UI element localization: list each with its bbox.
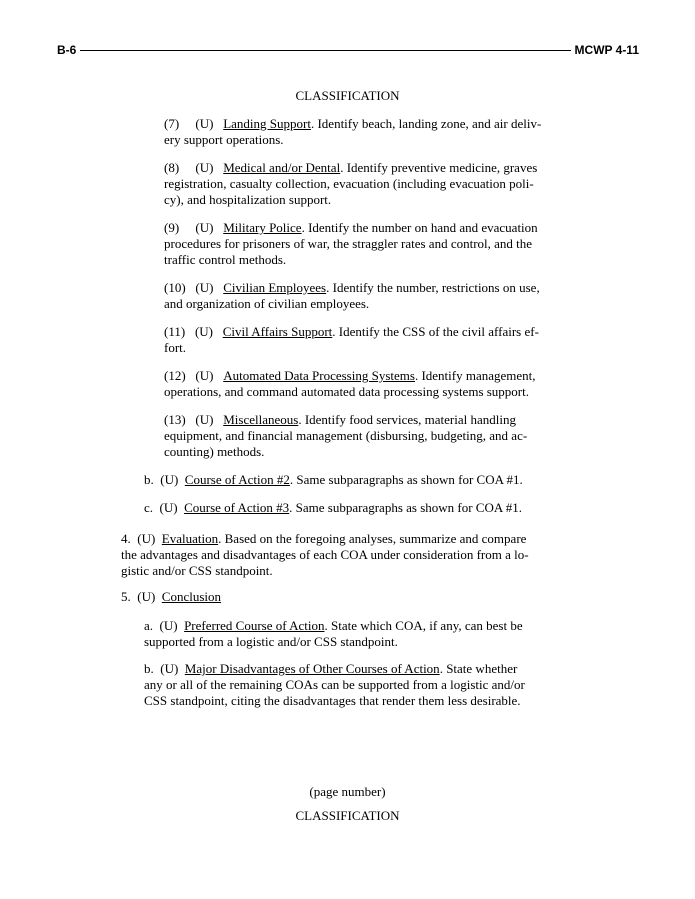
publication-id: MCWP 4-11 xyxy=(574,43,639,57)
coa-c-title: Course of Action #3 xyxy=(184,500,290,515)
item-13-title: Miscellaneous xyxy=(223,412,299,427)
coa-b-title: Course of Action #2 xyxy=(184,472,290,487)
item-9-title: Military Police xyxy=(223,220,302,235)
item-10: (10) (U) Civilian Employees. Identify the number, restrictions on use, and organization of civilian employees. xyxy=(164,280,540,311)
conclusion-b-title: Major Disadvantages of Other Courses of Action xyxy=(184,661,440,676)
conclusion-heading: 5. (U) Conclusion xyxy=(121,589,222,604)
item-8: (8) (U) Medical and/or Dental. Identify preventive medicine, graves registration, casualty collection, evacuation (including evacuation poli- cy), and hospitalization support. xyxy=(164,160,538,207)
item-7: (7) (U) Landing Support. Identify beach, landing zone, and air deliv- ery support operations. xyxy=(164,116,542,147)
item-12-title: Automated Data Processing Systems xyxy=(223,368,415,383)
conclusion-title: Conclusion xyxy=(161,589,222,604)
item-10-title: Civilian Employees xyxy=(223,280,327,295)
page-number: (page number) xyxy=(309,784,386,799)
conclusion-a-title: Preferred Course of Action xyxy=(184,618,325,633)
item-13: (13) (U) Miscellaneous. Identify food services, material handling equipment, and financial management (disbursing, budgeting, and ac- counting) methods. xyxy=(164,412,528,459)
item-12: (12) (U) Automated Data Processing Systems. Identify management, operations, and command automated data processing systems support. xyxy=(164,368,536,399)
coa-b: b. (U) Course of Action #2. Same subparagraphs as shown for COA #1. xyxy=(144,472,523,487)
item-9: (9) (U) Military Police. Identify the number on hand and evacuation procedures for prisoners of war, the straggler rates and control, and the traffic control methods. xyxy=(164,220,538,267)
page-id: B-6 xyxy=(57,43,77,57)
conclusion-a: a. (U) Preferred Course of Action. State which COA, if any, can best be supported from a logistic and/or CSS standpoint. xyxy=(144,618,523,649)
classification-top: CLASSIFICATION xyxy=(295,88,400,103)
coa-c: c. (U) Course of Action #3. Same subparagraphs as shown for COA #1. xyxy=(144,500,523,515)
evaluation-title: Evaluation xyxy=(161,531,219,546)
item-8-title: Medical and/or Dental xyxy=(223,160,341,175)
header-rule xyxy=(80,50,570,51)
conclusion-b: b. (U) Major Disadvantages of Other Courses of Action. State whether any or all of the remaining COAs can be supported from a logistic and/or CSS standpoint, citing the disadvantages that render them less desirable. xyxy=(144,661,525,708)
evaluation-paragraph: 4. (U) Evaluation. Based on the foregoing analyses, summarize and compare the advantages and disadvantages of each COA under consideration from a lo- gistic and/or CSS standpoint. xyxy=(121,531,529,578)
item-11-title: Civil Affairs Support xyxy=(222,324,333,339)
classification-bottom: CLASSIFICATION xyxy=(295,808,400,823)
item-7-title: Landing Support xyxy=(223,116,311,131)
running-header xyxy=(57,40,639,60)
item-11: (11) (U) Civil Affairs Support. Identify the CSS of the civil affairs ef- fort. xyxy=(164,324,539,355)
